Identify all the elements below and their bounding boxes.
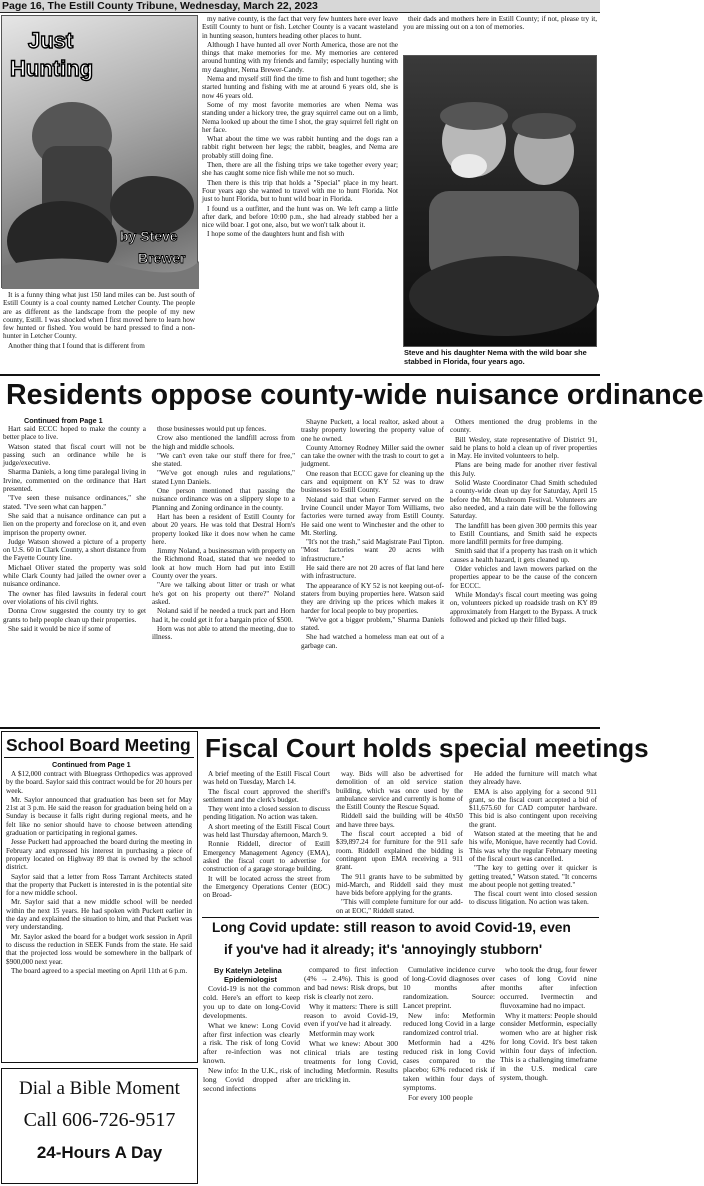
paragraph: While Monday's fiscal court meeting was going on, volunteers picked up roadside trash on KY 89 approximately from Hargett to the Bypass. A truck followed and picked up their filled bags. — [450, 590, 597, 624]
paragraph: "We've got enough rules and regulations," stated Lynn Daniels. — [152, 469, 295, 486]
covid-byline-line2: Epidemiologist — [224, 975, 277, 984]
paragraph: Mr. Saylor asked the board for a budget work session in April to discuss the reduction in SEEK Funds from the state. He said that the projected loss would be somewhere in the ballpark of $900,000 next year. — [6, 932, 192, 966]
bible-moment-ad — [1, 1068, 198, 1184]
paragraph: One person mentioned that passing the nuisance ordinance was on a slippery slope to a Planning and Zoning ordinance in the county. — [152, 487, 295, 512]
paragraph: Ronnie Riddell, director of Estill Emergency Management Agency (EMA), asked the fiscal court to advertise for construction of a garage storage building. — [203, 840, 330, 874]
nuisance-column-1 — [3, 425, 146, 725]
hunters-with-boar-illustration — [404, 56, 598, 348]
paragraph: The board agreed to a special meeting on April 11th at 6 p.m. — [11, 966, 188, 975]
paragraph: It will be located across the street from the Emergency Operations Center (EOC) on Broad- — [203, 874, 330, 900]
paragraph: Sharma Daniels, a long time paralegal living in Irvine, commented on the ordinance that Hart presented. — [3, 468, 146, 494]
paragraph: Bill Wesley, state representative of District 91, said he plans to hold a clean up of river properties in May. He invited volunteers to help. — [450, 435, 597, 461]
paragraph: Mr. Saylor said that a new middle school will be needed within the next 15 years. He had spoken with Puckett earlier in the day and explained the situation to him, and that Puckett was very understanding. — [6, 898, 192, 932]
paragraph: Then there is this trip that holds a "Special" place in my heart. Four years ago she wanted to travel with me to hunt Florida. Not just to hunt Florida, but to hunt wild boar in Florida. — [202, 178, 398, 204]
hunting-column-2 — [202, 15, 398, 371]
paragraph: New info: Metformin reduced long Covid in a large randomized control trial. — [403, 1010, 495, 1038]
paragraph: my native county, is the fact that very few hunters here ever leave Estill County to hunt or fish. Letcher County is a vacant wasteland in hunting season, hunters heading other places to hunt. — [202, 15, 398, 40]
paragraph: Mr. Saylor announced that graduation has been set for May 21st at 3 p.m. He said the reason for graduation being held on a Sunday is because it falls right during regional meets, and he felt like no senior should have to choose between attending graduation or participating in regional games. — [6, 795, 192, 838]
paragraph: those businesses would put up fences. — [157, 425, 266, 433]
section-divider — [0, 374, 600, 376]
nuisance-headline: Residents oppose county-wide nuisance ordinance — [6, 379, 704, 411]
paragraph: Although I have hunted all over North America, those are not the things that make memories for me. My memories are centered around hunting with my friends and family; especially hunting with my daughter, Nema Brewer-Candy. — [202, 40, 398, 74]
paragraph: Then, there are all the fishing trips we take together every year; she has caught some nice fish while me not so much. — [202, 161, 398, 178]
paragraph: Plans are being made for another river festival this July. — [450, 461, 597, 478]
paragraph: "It's not the trash," said Magistrate Paul Tipton. "Most factories want 20 acres with infrastructure." — [301, 538, 444, 563]
paragraph: Solid Waste Coordinator Chad Smith scheduled a county-wide clean up day for Saturday, April 15 before the Mt. Mushroom Festival. Volunteers are also needed, and a rain date will be the following Saturday. — [450, 479, 597, 521]
fiscal-column-3 — [469, 770, 597, 915]
paragraph: Cumulative incidence curve of long-Covid diagnoses over 10 months after randomization. Source: Lancet preprint. — [403, 965, 495, 1010]
nuisance-column-4 — [450, 418, 597, 725]
hunting-byline-line2: Brewer — [138, 250, 186, 266]
paragraph: The 911 grants have to be submitted by mid-March, and Riddell said they must have bids before applying for the grants. — [336, 872, 463, 898]
paragraph: Shayne Puckett, a local realtor, asked about a trashy property lowering the property value of one he owned. — [301, 418, 444, 443]
covid-headline-line2: if you've had it already; it's 'annoyingly stubborn' — [224, 942, 543, 957]
paragraph: A short meeting of the Estill Fiscal Court was held last Thursday afternoon, March 9. — [203, 822, 330, 840]
paragraph: What we knew: About 300 clinical trials are testing treatments for long Covid, including Metformin. Results are trickling in. — [304, 1039, 398, 1084]
paragraph: The fiscal court accepted a bid of $39,897.24 for furniture for the 911 safe room. Riddell explained the bidding is contingent upon EMA receiving a 911 grant. — [336, 830, 463, 872]
covid-byline-line1: By Katelyn Jetelina — [214, 966, 282, 975]
paragraph: Metformin had a 42% reduced risk in long Covid cases compared to the placebo; 63% reduced risk if taken within four days of symptoms. — [403, 1038, 495, 1092]
school-board-continued: Continued from Page 1 — [52, 760, 131, 769]
paragraph: Others mentioned the drug problems in the county. — [450, 418, 597, 435]
paragraph: Noland said if he needed a truck part and Horn had it, he could get it for a bargain price of $500. — [152, 607, 295, 624]
paragraph: "We can't even take our stuff there for free," she stated. — [152, 451, 295, 469]
hunting-column-3 — [403, 15, 597, 51]
paragraph: What we knew: Long Covid after first infection was clearly a risk. The risk of long Covid after re-infection was not known. — [203, 1020, 300, 1066]
paragraph: A $12,000 contract with Bluegrass Orthopedics was approved by the board. Saylor said this contract would be for 20 hours per week. — [6, 770, 192, 795]
paragraph: A brief meeting of the Estill Fiscal Court was held on Tuesday, March 14. — [203, 770, 330, 787]
paragraph: "This will complete furniture for our add-on at EOC," Riddell stated. — [336, 898, 463, 915]
fiscal-column-1 — [203, 770, 330, 915]
paragraph: Watson stated that fiscal court will not be passing such an ordinance while he is judge/executive. — [3, 442, 146, 468]
paragraph: Another thing that I found that is different from — [8, 341, 145, 350]
paragraph: Riddell said the building will be 40x50 and have three bays. — [336, 812, 463, 829]
fiscal-column-2 — [336, 770, 463, 915]
paragraph: Saylor said that a letter from Ross Tarrant Architects stated that the property that Puckett is interested in is the potential site for a new middle school. — [6, 872, 192, 898]
school-board-headline: School Board Meeting — [6, 735, 191, 755]
covid-column-3 — [403, 966, 495, 1183]
paragraph: I hope some of the daughters hunt and fish with — [207, 230, 345, 239]
hunting-photo — [1, 15, 198, 288]
covid-column-2 — [304, 966, 398, 1183]
bible-ad-phone: Call 606-726-9517 — [23, 1109, 176, 1131]
paragraph: For every 100 people — [408, 1092, 473, 1102]
paragraph: The fiscal court approved the sheriff's settlement and the clerk's budget. — [203, 787, 330, 804]
paragraph: She had watched a homeless man eat out of a garbage can. — [301, 633, 444, 650]
hunting-column-1 — [3, 291, 195, 371]
paragraph: Crow also mentioned the landfill across from the high and middle schools. — [152, 434, 295, 451]
paragraph: Watson stated at the meeting that he and his wife, Monique, have recently had Covid. This was why the regular February meeting of the fiscal court was cancelled. — [469, 830, 597, 863]
paragraph: Donna Crow suggested the county try to get grants to help people clean up their properties. — [3, 607, 146, 624]
paragraph: New info: In the U.K., risk of long Covid dropped after second infections — [203, 1066, 300, 1093]
paragraph: Smith said that if a property has trash on it which causes a health hazard, it gets cleaned up. — [450, 547, 597, 564]
paragraph: Older vehicles and lawn mowers parked on the properties appear to be the cause of the concern for ECCC. — [450, 565, 597, 590]
paragraph: The landfill has been given 300 permits this year to Estill Countians, and Smith said he expects more landfill permits for free dumping. — [450, 521, 597, 547]
paragraph: "We've got a bigger problem," Sharma Daniels stated. — [301, 615, 444, 633]
paragraph: Horn was not able to attend the meeting, due to illness. — [152, 624, 295, 642]
paragraph: way. Bids will also be advertised for demolition of an old service station building, which was once used by the ambulance service and currently is home of the Estill County the Rescue Squad. — [336, 770, 463, 812]
bible-ad-line3: 24-Hours A Day — [36, 1143, 163, 1162]
bible-ad-line1: Dial a Bible Moment — [19, 1078, 180, 1099]
paragraph: He added the furniture will match what they already have. — [469, 770, 597, 787]
paragraph: who took the drug, four fewer cases of long Covid nine months after infection occurred. Ivermectin and fluvoxamine had no impact. — [500, 965, 597, 1010]
paragraph: "Are we talking about litter or trash or what he's got on his property out there?" Noland asked. — [152, 581, 295, 606]
paragraph: Why it matters: People should consider Metformin, especially women who are at higher risk for long Covid. It's best taken within four days of infection. This is a challenging timeframe in the U.S. medical care system, though. — [500, 1010, 597, 1082]
paragraph: Jimmy Noland, a businessman with property on the Richmond Road, stated that we needed to look at how much Horn had put into Estill County over the years. — [152, 547, 295, 581]
paragraph: Covid-19 is not the common cold. Here's an effort to keep you up to date on long-Covid developments. — [203, 984, 300, 1020]
paragraph: Metformin may work — [309, 1029, 375, 1039]
school-board-body — [6, 770, 192, 1060]
paragraph: Judge Watson showed a picture of a property on U.S. 60 in Clark County, a short distance from the Fayette County line. — [3, 537, 146, 563]
paragraph: He said there are not 20 acres of flat land here with infrastructure. — [301, 564, 444, 581]
paragraph: What about the time we was rabbit hunting and the dogs ran a rabbit right between her legs; the rabbit, beagles, and Nema are probably still doing fine. — [202, 135, 398, 160]
paragraph: It is a funny thing what just 150 land miles can be. Just south of Estill County is a coal county named Letcher County. The people are as different as the landscape from the people of my new county, Estill. I was shocked when I first moved here to learn how few hunted or fished. You would be hard pressed to find a non-hunter in Letcher County. — [3, 291, 195, 341]
covid-column-4 — [500, 966, 597, 1183]
paragraph: Jesse Puckett had approached the board during the meeting in February and expressed his interest in purchasing a piece of property located on Highway 89 that is owned by the school district. — [6, 838, 192, 872]
hunting-title-line1: Just — [28, 28, 74, 53]
paragraph: EMA is also applying for a second 911 grant, so the fiscal court accepted a bid of $11,675.60 for CAD computer hardware. This bid is also contingent upon receiving the grant. — [469, 787, 597, 829]
paragraph: their dads and mothers here in Estill County; if not, please try it, you are missing out on a ton of memories. — [403, 15, 597, 32]
paragraph: She said that a nuisance ordinance can put a lien on the property and foreclose on it, and even imprison the property owner. — [3, 511, 146, 537]
nuisance-column-3 — [301, 418, 444, 725]
paragraph: The appearance of KY 52 is not keeping out-of-staters from buying properties here. Watson said they are driving up the prices which makes it harder for local people to buy properties. — [301, 581, 444, 615]
paragraph: She said it would be nice if some of — [8, 624, 112, 633]
paragraph: Some of my most favorite memories are when Nema was standing under a hickory tree, the gray squirrel came out on a limb, Nema looked up about the time I shot, the gray squirrel fell right on her face. — [202, 100, 398, 134]
paragraph: One reason that ECCC gave for cleaning up the cars and equipment on KY 52 was to draw businesses to Estill County. — [301, 469, 444, 495]
hunting-byline-line1: by Steve — [120, 228, 178, 244]
paragraph: "The key to getting over it quicker is getting treated," Watson stated. "It concerns me about people not getting treated." — [469, 864, 597, 889]
boar-photo — [403, 55, 597, 347]
school-board-rule — [4, 757, 194, 758]
boar-photo-caption: Steve and his daughter Nema with the wild boar she stabbed in Florida, four years ago. — [404, 348, 587, 366]
paragraph: "I've seen these nuisance ordinances," she stated. "I've seen what can happen." — [3, 494, 146, 511]
paragraph: compared to first infection (4% → 2.4%). This is good and bad news: Risk drops, but risk is clearly not zero. — [304, 965, 398, 1001]
paragraph: The fiscal court went into closed session to discuss litigation. No action was taken. — [469, 890, 597, 907]
paragraph: The owner has filed lawsuits in federal court over violations of his civil rights. — [3, 589, 146, 606]
fiscal-headline: Fiscal Court holds special meetings — [205, 733, 649, 763]
nuisance-column-2 — [152, 425, 295, 725]
paragraph: County Attorney Rodney Miller said the owner can take the owner with the trash to court to get a judgment. — [301, 443, 444, 469]
section-divider — [0, 727, 600, 729]
nuisance-continued: Continued from Page 1 — [24, 416, 103, 425]
covid-column-1 — [203, 985, 300, 1183]
paragraph: Why it matters: There is still reason to avoid Covid-19, even if you've had it already. — [304, 1001, 398, 1029]
page-header: Page 16, The Estill County Tribune, Wednesday, March 22, 2023 — [0, 0, 600, 13]
paragraph: Michael Oliver stated the property was sold while Clark County had jailed the owner over a nuisance ordinance. — [3, 563, 146, 589]
paragraph: Hart has been a resident of Estill County for about 20 years. He was told that Destral Horn's property looked like it does now when he came here. — [152, 512, 295, 546]
paragraph: I found us a outfitter, and the hunt was on. We left camp a little after dark, and before 10:00 p.m., she had already stabbed her a nice wild boar. I got one, also, but we won't talk about it. — [202, 204, 398, 230]
paragraph: Noland said that when Farmer served on the Irvine Council under Mayor Tom Williams, two factories were turned away from Estill County. He said one went to Winchester and the other to Mt. Sterling. — [301, 495, 444, 537]
covid-headline-line1: Long Covid update: still reason to avoid Covid-19, even — [212, 920, 571, 935]
paragraph: Hart said ECCC hoped to make the county a better place to live. — [3, 425, 146, 442]
school-board-box — [1, 731, 198, 1063]
hunting-title-line2: Hunting — [10, 56, 94, 81]
paragraph: Nema and myself still find the time to fish and hunt together; she started hunting and fishing with me at around 6 years old, she is now 46 years old. — [202, 75, 398, 100]
paragraph: They went into a closed session to discuss pending litigation. No action was taken. — [203, 805, 330, 822]
